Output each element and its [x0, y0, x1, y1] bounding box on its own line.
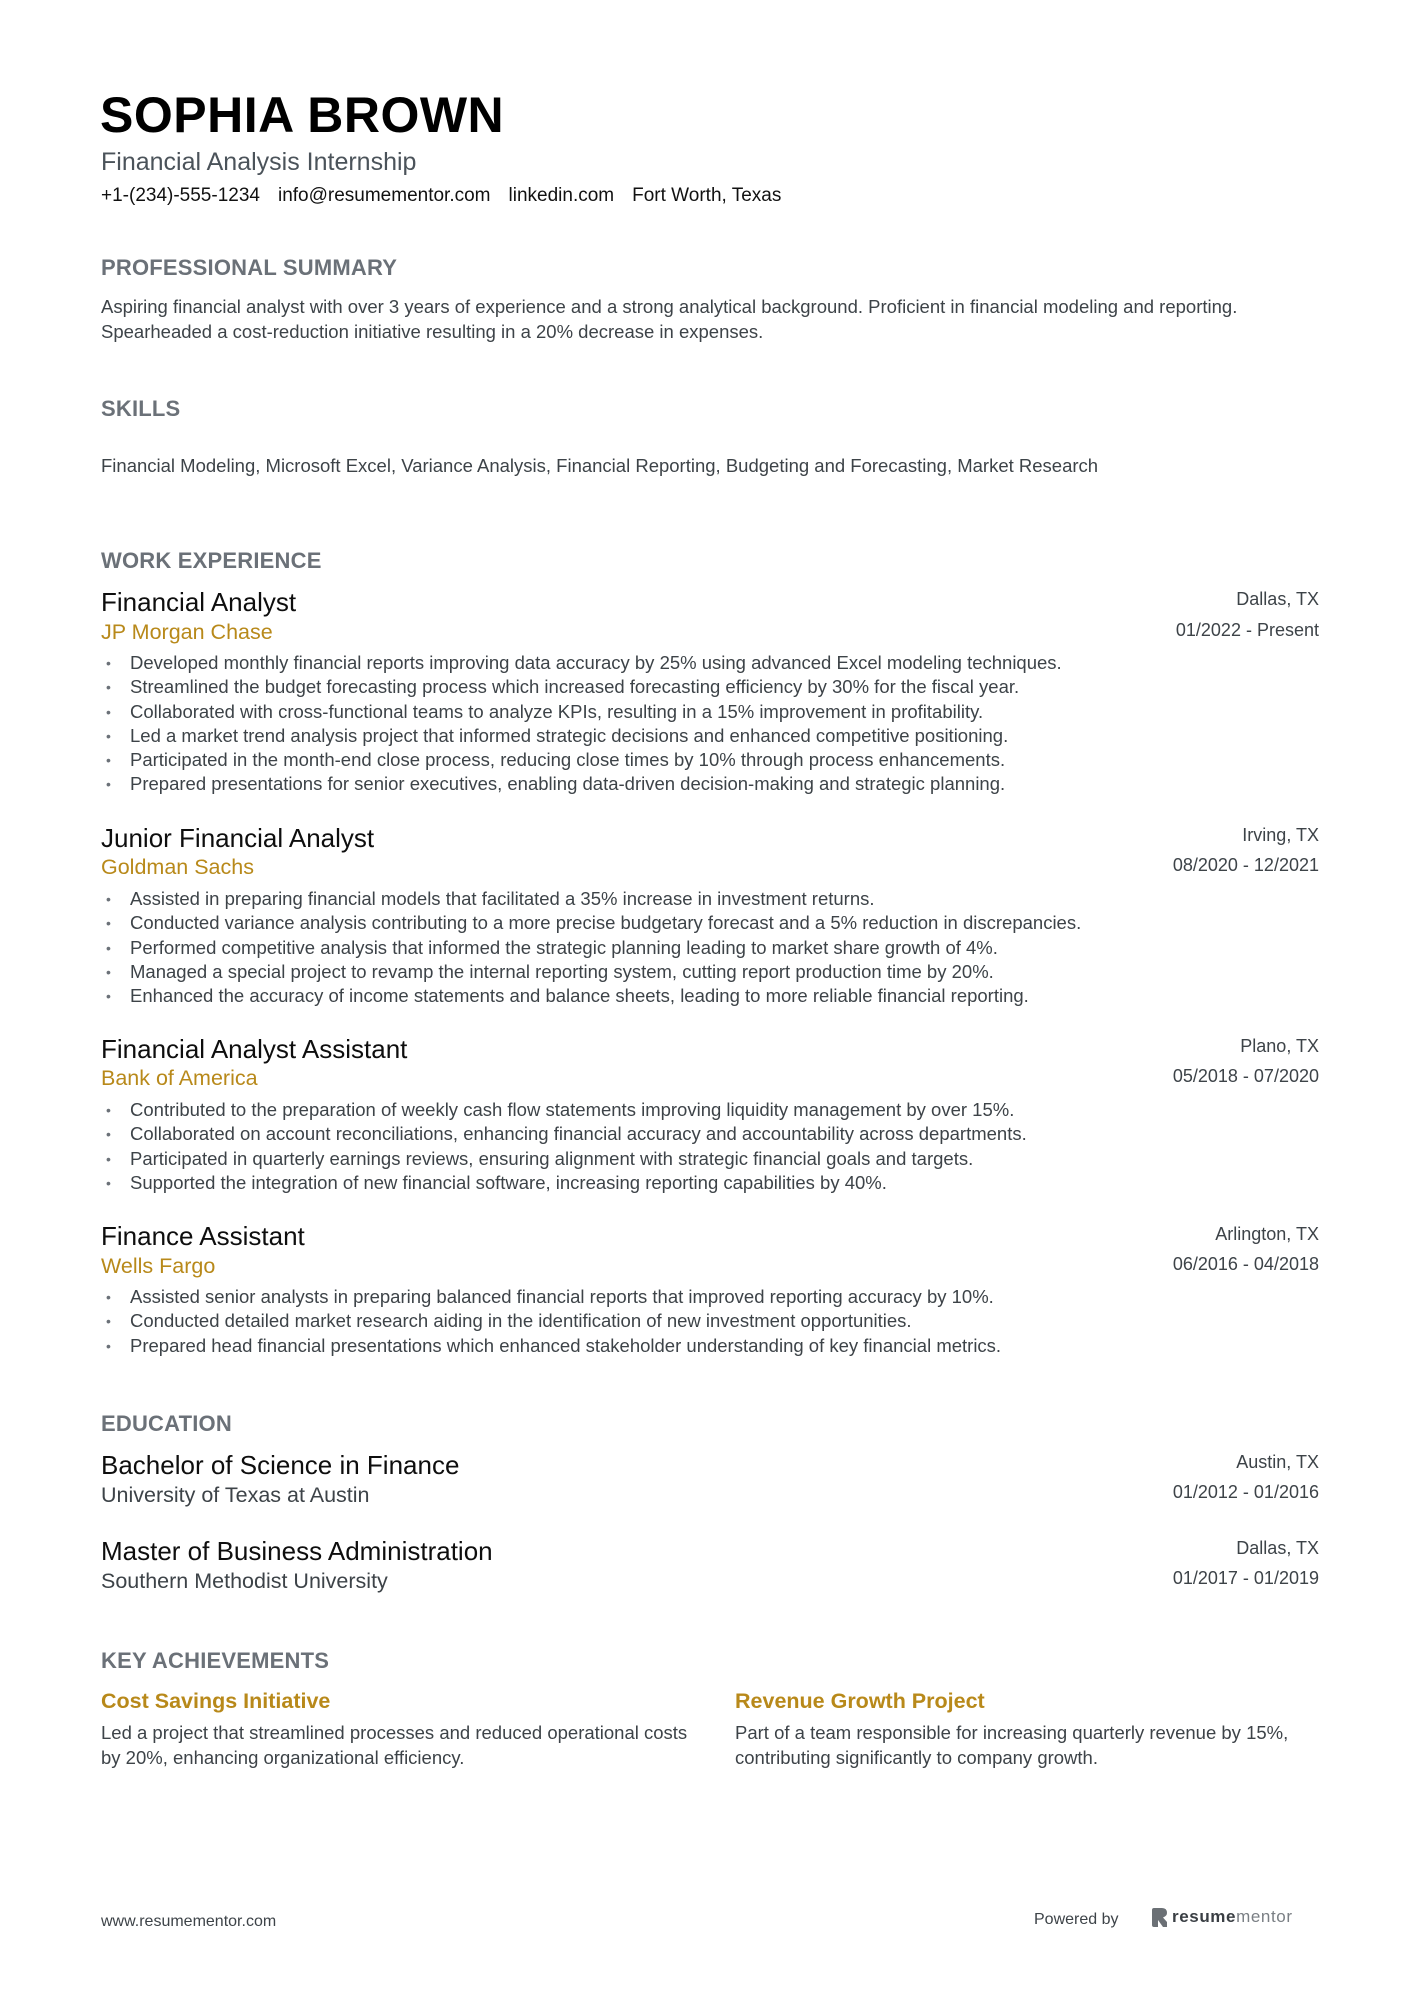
powered-by-label: Powered by	[1034, 1911, 1119, 1928]
bullet-item: • Participated in the month-end close process, reducing close times by 10% through process enhancements.	[101, 748, 1062, 772]
bullet-item: • Developed monthly financial reports improving data accuracy by 25% using advanced Excel modeling techniques.	[101, 651, 1062, 675]
bullet-icon: •	[106, 1337, 111, 1354]
bullet-icon: •	[106, 1289, 111, 1305]
bullet-icon: •	[106, 776, 111, 793]
bullet-icon: •	[106, 963, 111, 980]
bullet-item: • Performed competitive analysis that informed the strategic planning leading to market share growth of 4%.	[101, 936, 1081, 960]
bullet-icon: •	[106, 1150, 111, 1167]
skills-text: Financial Modeling, Microsoft Excel, Variance Analysis, Financial Reporting, Budgeting and Forecasting, Market Research	[101, 455, 1099, 476]
job-dates: 08/2020 - 12/2021	[1172, 855, 1319, 875]
section-heading-skills: SKILLS	[101, 396, 181, 421]
edu-location: Dallas, TX	[1236, 1538, 1319, 1558]
degree-title: Bachelor of Science in Finance	[101, 1450, 460, 1480]
summary-text: Aspiring financial analyst with over 3 years of experience and a strong analytical background. Proficient in financial modeling and reporting. Spearheaded a cost-reduction initiative resulting in a 20% decrease in expenses.	[101, 296, 1238, 342]
bullet-icon: •	[106, 915, 111, 932]
bullet-item: • Prepared head financial presentations which enhanced stakeholder understanding of key financial metrics.	[101, 1334, 1001, 1358]
company-name: Wells Fargo	[101, 1254, 216, 1278]
company-name: Goldman Sachs	[101, 855, 254, 879]
bullet-item: • Supported the integration of new financial software, increasing reporting capabilities by 40%.	[101, 1171, 1027, 1195]
candidate-name: SOPHIA BROWN	[100, 87, 505, 143]
job-bullets	[101, 887, 1081, 1008]
bullet-icon: •	[106, 939, 111, 956]
target-position: Financial Analysis Internship	[101, 148, 417, 176]
bullet-icon: •	[106, 891, 111, 907]
job-dates: 05/2018 - 07/2020	[1172, 1066, 1319, 1086]
bullet-icon: •	[106, 655, 111, 671]
job-title: Junior Financial Analyst	[101, 823, 375, 853]
bullet-icon: •	[106, 1174, 111, 1191]
company-name: JP Morgan Chase	[101, 620, 273, 644]
bullet-icon: •	[106, 679, 111, 696]
job-bullets	[101, 1285, 1001, 1358]
job-dates: 06/2016 - 04/2018	[1172, 1254, 1319, 1274]
company-name: Bank of America	[101, 1066, 258, 1090]
bullet-icon: •	[106, 988, 111, 1005]
bullet-item: • Collaborated on account reconciliations, enhancing financial accuracy and accountability across departments.	[101, 1122, 1027, 1146]
section-heading-education: EDUCATION	[101, 1411, 232, 1436]
email-link[interactable]: info@resumementor.com	[277, 185, 491, 206]
bullet-item: • Enhanced the accuracy of income statements and balance sheets, leading to more reliable financial reporting.	[101, 984, 1081, 1008]
achievement-title: Cost Savings Initiative	[101, 1689, 331, 1713]
bullet-item: • Contributed to the preparation of weekly cash flow statements improving liquidity management by over 15%.	[101, 1098, 1027, 1122]
job-bullets	[101, 1098, 1027, 1195]
bullet-item: • Led a market trend analysis project that informed strategic decisions and enhanced competitive positioning.	[101, 724, 1062, 748]
bullet-icon: •	[106, 752, 111, 769]
phone: +1-(234)-555-1234	[101, 185, 260, 206]
footer-website-link[interactable]: www.resumementor.com	[101, 1913, 277, 1930]
linkedin-link[interactable]: linkedin.com	[508, 185, 615, 206]
achievement-text: Part of a team responsible for increasing quarterly revenue by 15%, contributing significantly to company growth.	[735, 1722, 1289, 1768]
bullet-icon: •	[106, 727, 111, 744]
bullet-item: • Managed a special project to revamp the internal reporting system, cutting report production time by 20%.	[101, 960, 1081, 984]
bullet-icon: •	[106, 1313, 111, 1330]
resumementor-logo[interactable]	[1152, 1907, 1293, 1927]
bullet-item: • Prepared presentations for senior executives, enabling data-driven decision-making and strategic planning.	[101, 772, 1062, 796]
school-name: Southern Methodist University	[101, 1569, 388, 1593]
resumementor-logo-icon	[1152, 1908, 1167, 1927]
job-title: Finance Assistant	[101, 1221, 305, 1251]
location: Fort Worth, Texas	[632, 185, 782, 206]
job-location: Arlington, TX	[1215, 1224, 1319, 1244]
edu-location: Austin, TX	[1236, 1452, 1319, 1472]
job-location: Irving, TX	[1242, 825, 1319, 845]
job-title: Financial Analyst Assistant	[101, 1034, 408, 1064]
edu-dates: 01/2012 - 01/2016	[1172, 1482, 1319, 1502]
bullet-item: • Assisted senior analysts in preparing balanced financial reports that improved reporting accuracy by 10%.	[101, 1285, 1001, 1309]
bullet-item: • Conducted variance analysis contributing to a more precise budgetary forecast and a 5% reduction in discrepancies.	[101, 911, 1081, 935]
achievement-text: Led a project that streamlined processes and reduced operational costs by 20%, enhancing organizational efficiency.	[101, 1722, 688, 1768]
achievement-title: Revenue Growth Project	[735, 1689, 985, 1713]
job-title: Financial Analyst	[101, 587, 297, 617]
edu-dates: 01/2017 - 01/2019	[1172, 1568, 1319, 1588]
job-dates: 01/2022 - Present	[1175, 620, 1319, 640]
school-name: University of Texas at Austin	[101, 1483, 370, 1507]
section-heading-summary: PROFESSIONAL SUMMARY	[101, 255, 398, 280]
bullet-item: • Collaborated with cross-functional teams to analyze KPIs, resulting in a 15% improvement in profitability.	[101, 700, 1062, 724]
resumementor-logo-text: resumementor	[1172, 1907, 1293, 1926]
bullet-item: • Participated in quarterly earnings reviews, ensuring alignment with strategic financial goals and targets.	[101, 1147, 1027, 1171]
bullet-icon: •	[106, 703, 111, 720]
bullet-item: • Streamlined the budget forecasting process which increased forecasting efficiency by 30% for the fiscal year.	[101, 675, 1062, 699]
bullet-icon: •	[106, 1126, 111, 1143]
degree-title: Master of Business Administration	[101, 1536, 493, 1566]
bullet-icon: •	[106, 1102, 111, 1118]
job-location: Plano, TX	[1240, 1036, 1319, 1056]
bullet-item: • Assisted in preparing financial models that facilitated a 35% increase in investment returns.	[101, 887, 1081, 911]
bullet-item: • Conducted detailed market research aiding in the identification of new investment opportunities.	[101, 1309, 1001, 1333]
job-location: Dallas, TX	[1236, 589, 1319, 609]
contact-info	[101, 185, 781, 207]
job-bullets	[101, 651, 1062, 797]
section-heading-experience: WORK EXPERIENCE	[101, 548, 322, 573]
section-heading-achievements: KEY ACHIEVEMENTS	[101, 1648, 330, 1673]
